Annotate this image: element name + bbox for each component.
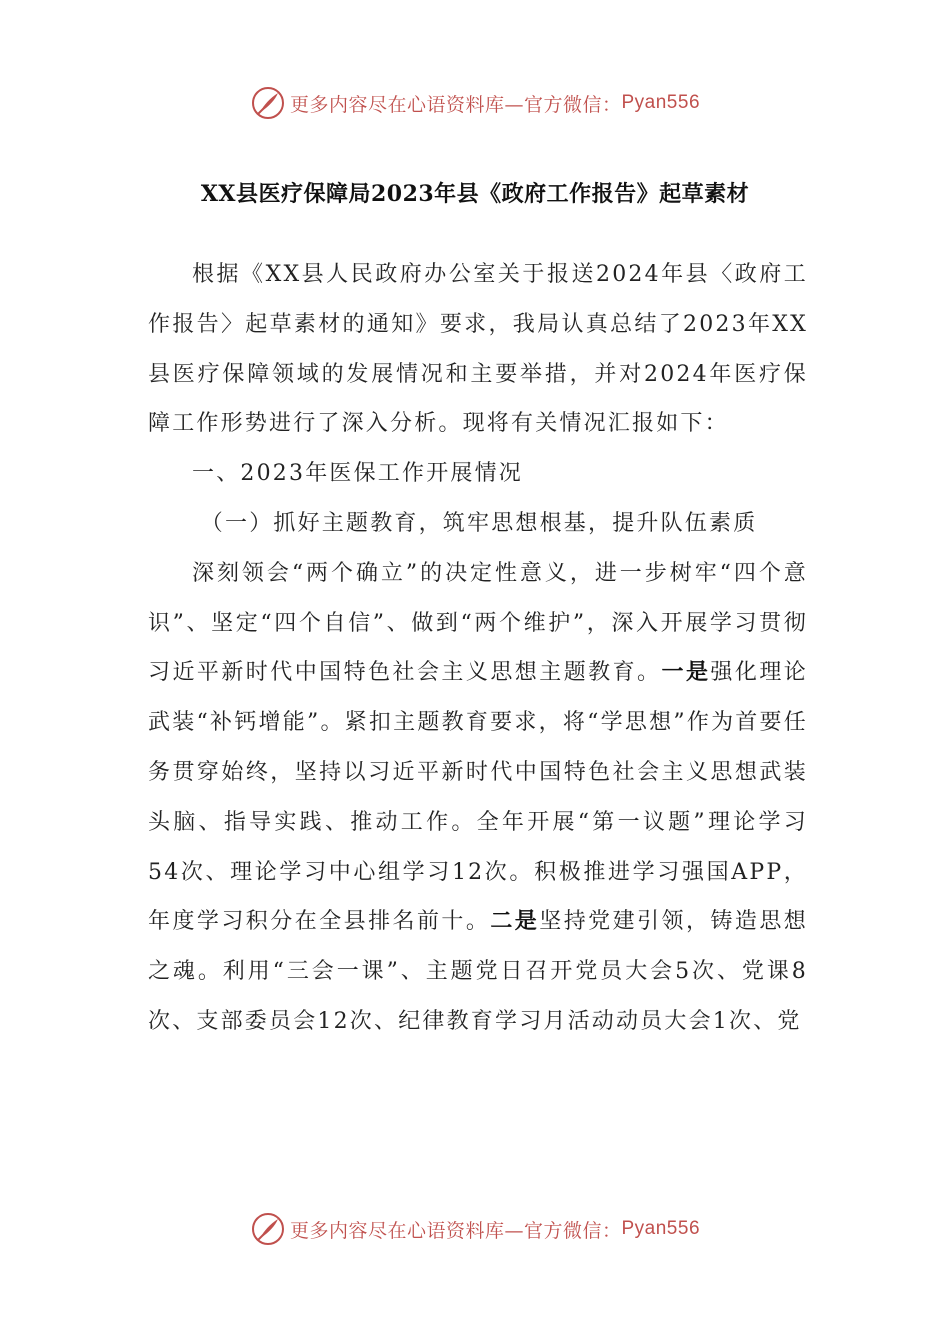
paragraph-text: 深刻领会“两个确立”的决定性意义，进一步树牢“四个意识”、坚定“四个自信”、做到“两个维护”，深入开展学习贯彻习近平新时代中国特色社会主义思想主题教育。 — [148, 560, 808, 686]
banner-wechat-id: Pyan556 — [621, 1218, 701, 1239]
banner-wechat-id: Pyan556 — [621, 92, 701, 113]
banner-text: 更多内容尽在心语资料库—官方微信： — [289, 1219, 622, 1242]
bold-marker: 二是 — [490, 908, 540, 935]
section-heading: 一、2023年医保工作开展情况 — [192, 461, 523, 487]
subsection-heading: （一）抓好主题教育，筑牢思想根基，提升队伍素质 — [200, 510, 758, 536]
document-body — [148, 250, 808, 1047]
quill-logo-icon — [250, 85, 286, 121]
header-watermark-banner — [0, 81, 950, 125]
paragraph-text: 强化理论武装“补钙增能”。紧扣主题教育要求，将“学思想”作为首要任务贯穿始终，坚持以习近平新时代中国特色社会主义思想武装头脑、指导实践、推动工作。全年开展“第一议题”理论学习54次、理论学习中心组学习12次。积极推进学习强国APP，年度学习积分在全县排名前十。 — [148, 660, 808, 935]
banner-text: 更多内容尽在心语资料库—官方微信： — [289, 93, 622, 116]
document-title: XX县医疗保障局2023年县《政府工作报告》起草素材 — [200, 181, 750, 207]
bold-marker: 一是 — [661, 659, 711, 686]
footer-watermark-banner — [0, 1207, 950, 1251]
paragraph-text: 坚持党建引领，铸造思想之魂。利用“三会一课”、主题党日召开党员大会5次、党课8次、支部委员会12次、纪律教育学习月活动动员大会1次、党 — [148, 909, 808, 1034]
body-paragraph — [148, 549, 808, 1047]
intro-paragraph: 根据《XX县人民政府办公室关于报送2024年县〈政府工作报告〉起草素材的通知》要求，我局认真总结了2023年XX县医疗保障领域的发展情况和主要举措，并对2024年医疗保障工作形势进行了深入分析。现将有关情况汇报如下： — [148, 262, 808, 437]
quill-logo-icon — [250, 1211, 286, 1247]
